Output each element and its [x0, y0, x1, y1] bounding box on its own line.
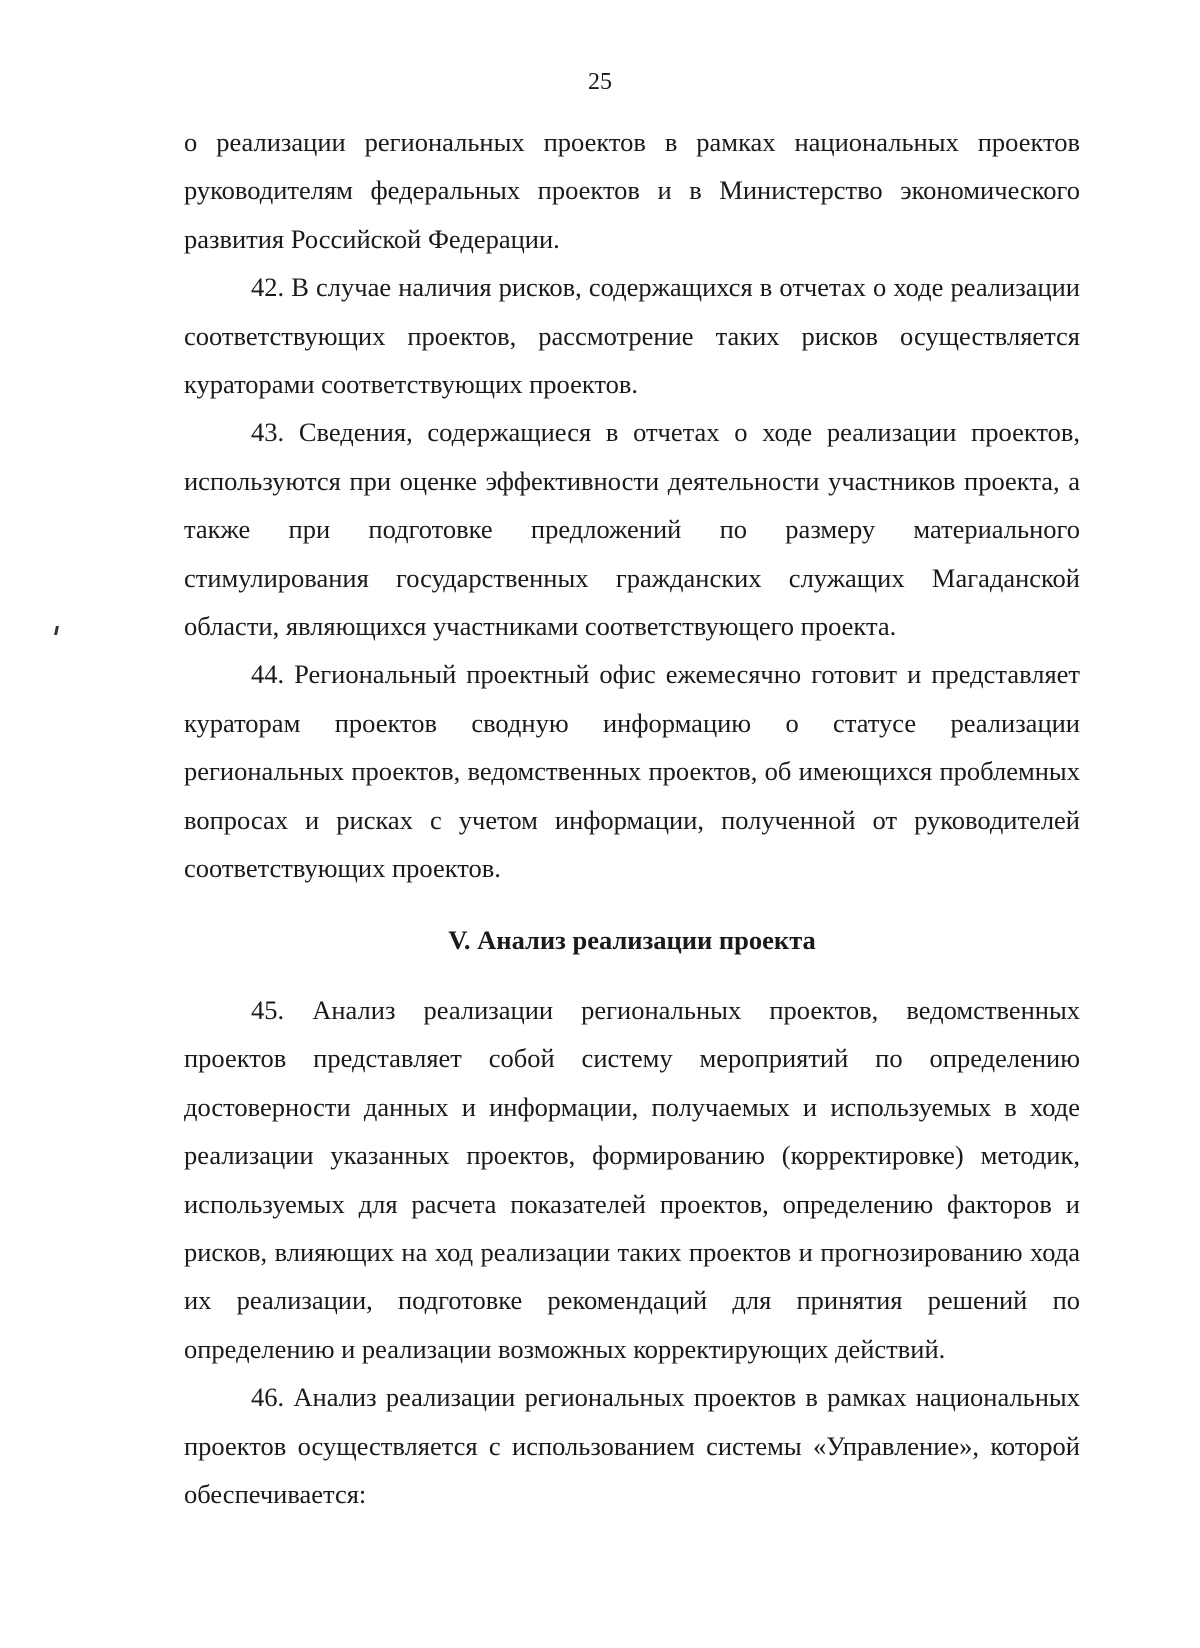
section-heading: V. Анализ реализации проекта: [448, 924, 816, 955]
document-body: [184, 118, 1080, 1518]
paragraph-46: 46. Анализ реализации региональных проектов в рамках национальных проектов осуществляется с использованием системы «Управление», которой обеспечивается:: [184, 1382, 1080, 1509]
scan-artifact-mark: [54, 626, 59, 635]
paragraph-43: 43. Сведения, содержащиеся в отчетах о ходе реализации проектов, используются при оценке эффективности деятельности участников проекта, а также при подготовке предложений по размеру материального стимулирования государственных гражданских служащих Магаданской области, являющихся участниками соответствующего проекта.: [184, 417, 1080, 642]
paragraph-44: 44. Региональный проектный офис ежемесячно готовит и представляет кураторам проектов сводную информацию о статусе реализации региональных проектов, ведомственных проектов, об имеющихся проблемных вопросах и рисках с учетом информации, полученной от руководителей соответствующих проектов.: [184, 659, 1080, 884]
paragraph-45: 45. Анализ реализации региональных проектов, ведомственных проектов представляет собой систему мероприятий по определению достоверности данных и информации, получаемых и используемых в ходе реализации указанных проектов, формированию (корректировке) методик, используемых для расчета показателей проектов, определению факторов и рисков, влияющих на ход реализации таких проектов и прогнозированию хода их реализации, подготовке рекомендаций для принятия решений по определению и реализации возможных корректирующих действий.: [184, 994, 1080, 1364]
paragraph-41-continuation: о реализации региональных проектов в рамках национальных проектов руководителям федеральных проектов и в Министерство экономического развития Российской Федерации.: [184, 127, 1080, 254]
paragraph-42: 42. В случае наличия рисков, содержащихся в отчетах о ходе реализации соответствующих проектов, рассмотрение таких рисков осуществляется кураторами соответствующих проектов.: [184, 272, 1080, 400]
page-number: 25: [588, 69, 612, 95]
